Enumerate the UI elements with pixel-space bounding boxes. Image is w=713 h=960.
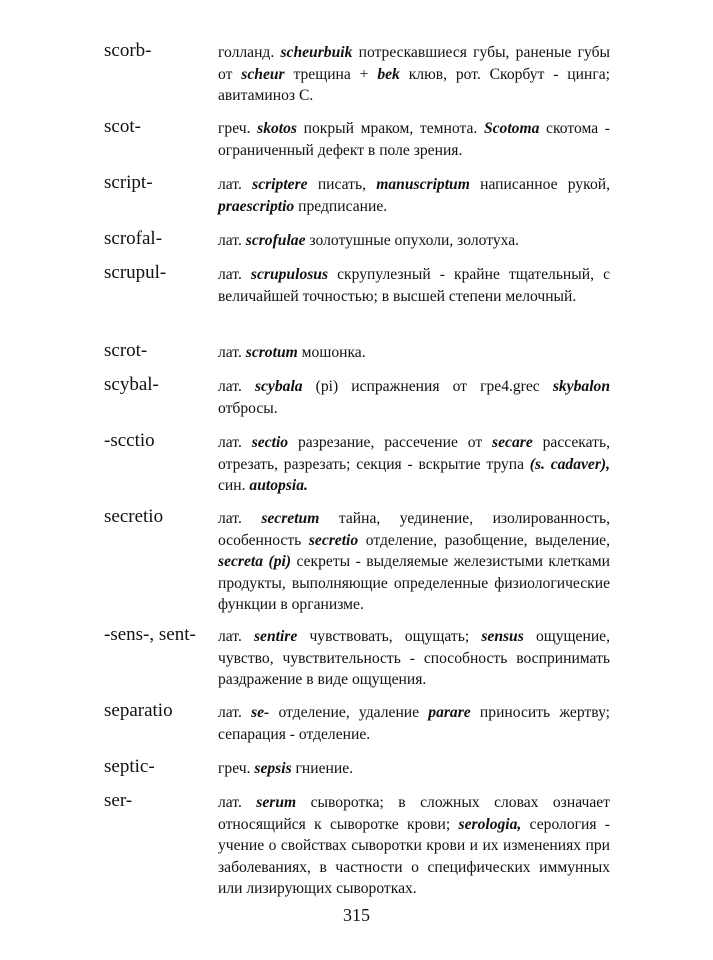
entry-term: separatio (104, 700, 173, 721)
entry-definition (218, 702, 610, 745)
definition-text: гниение. (291, 760, 354, 777)
definition-term: skybalon (552, 378, 610, 395)
definition-text: лат. (218, 344, 246, 361)
entry-definition (218, 758, 610, 780)
definition-text: клюв, рот. Скорбут - цинга; авитаминоз С. (218, 65, 610, 104)
definition-text: потрескавшиеся губы, раненые губы от (218, 44, 610, 83)
definition-term: sepsis (254, 760, 292, 777)
entry-definition (218, 432, 610, 497)
definition-text: отделение, разобщение, выделение, (358, 531, 610, 549)
definition-text: секреты - выделяемые железистыми клетками продукты, выполняющие определенные физиологические функции в организме. (218, 553, 610, 613)
entry-term: scybal- (104, 374, 159, 395)
definition-term: skotos (257, 120, 297, 137)
entry-term: -scctio (104, 430, 155, 451)
definition-text: лат. (218, 628, 254, 645)
definition-text: покрый мраком, темнота. (297, 120, 484, 137)
definition-text: писать, (307, 176, 377, 193)
definition-text: серология - учение о свойствах сыворотки крови и их изменениях при заболеваниях, в частности о специфических иммунных или лизирующих сыворотках. (218, 815, 611, 897)
definition-term: scriptere (252, 176, 308, 193)
entry-term: -sens-, sent- (104, 624, 196, 645)
definition-text: лат. (218, 266, 251, 283)
definition-text: рассекать, отрезать, разрезать; секция - вскрытие трупа (218, 434, 610, 473)
definition-term: manuscriptum (376, 176, 470, 193)
definition-text: греч. (218, 120, 258, 137)
definition-text: (pi) испражнения от гре4.grec (302, 378, 553, 395)
definition-text: предписание. (294, 197, 388, 215)
definition-text: скрупулезный - крайне тщательный, с величайшей точностью; в высшей степени мелочный. (218, 266, 610, 305)
definition-text: лат. (218, 704, 252, 721)
definition-term: serologia, (458, 815, 522, 833)
definition-term: serum (256, 794, 297, 811)
definition-text: син. (218, 477, 250, 494)
definition-text: разрезание, рассечение от (288, 434, 493, 451)
definition-text: тайна, уединение, изолированность, особенность (218, 510, 610, 549)
definition-term: scrofulae (245, 232, 306, 249)
definition-term: scheurbuik (280, 44, 353, 61)
definition-text: сыворотка; в сложных словах означает относящийся к сыворотке крови; (218, 794, 610, 833)
definition-term: secretum (261, 510, 320, 527)
definition-term: sectio (251, 434, 289, 451)
entry-definition (218, 342, 610, 364)
definition-text: приносить жертву; сепарация - отделение. (218, 704, 610, 743)
definition-term: bek (377, 65, 400, 83)
definition-text: голланд. (218, 44, 281, 61)
entry-term: scorb- (104, 40, 152, 61)
definition-text: ощущение, чувство, чувствительность - способность воспринимать раздражение в виде ощущения. (218, 628, 610, 688)
entry-definition (218, 508, 610, 616)
definition-text: мошонка. (297, 344, 366, 361)
definition-text: отбросы. (218, 399, 278, 417)
definition-text: лат. (218, 510, 262, 527)
entry-definition (218, 174, 610, 217)
definition-term: (s. cadaver), (529, 455, 611, 473)
definition-text: лат. (218, 378, 255, 395)
definition-term: secretio (308, 531, 359, 549)
entry-term: septic- (104, 756, 155, 777)
definition-text: лат. (218, 232, 246, 249)
definition-term: secreta (pi) (218, 553, 292, 570)
definition-term: autopsia. (249, 477, 308, 494)
definition-term: scybala (254, 378, 303, 395)
entry-term: scrofal- (104, 228, 163, 249)
definition-term: praescriptio (218, 197, 295, 215)
entry-definition (218, 118, 610, 161)
entry-definition (218, 626, 610, 691)
entry-term: scot- (104, 116, 141, 137)
definition-text: лат. (218, 794, 257, 811)
definition-text: лат. (218, 434, 252, 451)
definition-text: написанное рукой, (469, 176, 610, 193)
definition-term: scheur (241, 65, 285, 83)
entry-term: script- (104, 172, 153, 193)
entry-term: ser- (104, 790, 133, 811)
entry-term: scrupul- (104, 262, 167, 283)
definition-term: se- (251, 704, 270, 721)
definition-text: лат. (218, 176, 253, 193)
definition-text: отделение, удаление (269, 704, 429, 721)
definition-term: Scotoma (483, 120, 540, 137)
entry-definition (218, 230, 610, 252)
definition-text: чувствовать, ощущать; (297, 628, 482, 645)
definition-term: secare (492, 434, 533, 451)
entry-definition (218, 792, 610, 900)
definition-term: parare (428, 704, 471, 721)
definition-text: греч. (218, 760, 255, 777)
definition-term: scrotum (245, 344, 298, 361)
definition-text: трещина + (284, 65, 378, 83)
page-number: 315 (343, 905, 370, 925)
definition-term: scrupulosus (250, 266, 329, 283)
definition-text: золотушные опухоли, золотуха. (305, 232, 520, 249)
entry-definition (218, 42, 610, 107)
definition-term: sentire (253, 628, 298, 645)
entry-term: secretio (104, 506, 164, 527)
entry-definition (218, 264, 610, 307)
entry-definition (218, 376, 610, 419)
entry-term: scrot- (104, 340, 148, 361)
definition-text: скотома - ограниченный дефект в поле зрения. (218, 120, 610, 159)
definition-term: sensus (481, 628, 524, 645)
